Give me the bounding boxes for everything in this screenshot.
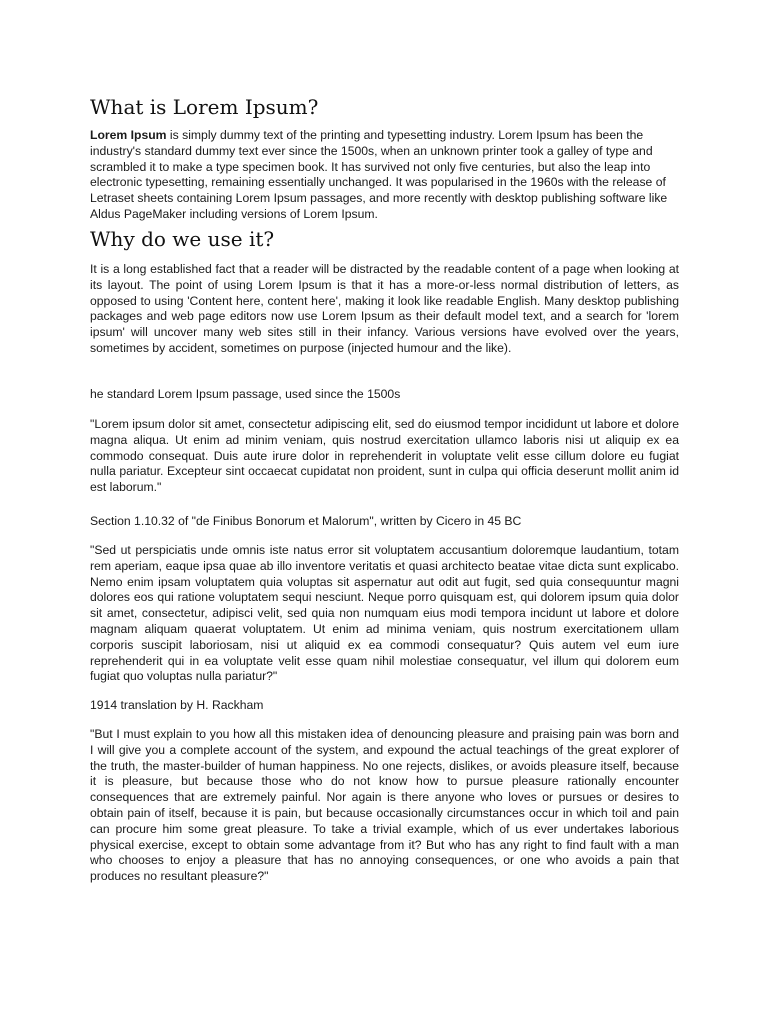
heading-why-do-we-use-it: Why do we use it? [90, 227, 275, 251]
caption-cicero-section: Section 1.10.32 of "de Finibus Bonorum et Malorum", written by Cicero in 45 BC [90, 514, 522, 528]
paragraph-standard-passage: "Lorem ipsum dolor sit amet, consectetur adipiscing elit, sed do eiusmod tempor incididunt ut labore et dolore magna aliqua. Ut enim ad minim veniam, quis nostrud exercitation ullamco laboris nisi ut aliquip ex ea commodo consequat. Duis aute irure dolor in reprehenderit in voluptate velit esse cillum dolore eu fugiat nulla pariatur. Excepteur sint occaecat cupidatat non proident, sunt in culpa qui officia deserunt mollit anim id est laborum." [90, 417, 679, 495]
bold-lead-lorem-ipsum: Lorem Ipsum [90, 128, 167, 142]
caption-rackham-translation: 1914 translation by H. Rackham [90, 698, 264, 712]
paragraph-what-is-lorem-ipsum-body: is simply dummy text of the printing and typesetting industry. Lorem Ipsum has been the industry's standard dummy text ever since the 1500s, when an unknown printer took a galley of type and scrambled it to make a type specimen book. It has survived not only five centuries, but also the leap into electronic typesetting, remaining essentially unchanged. It was popularised in the 1960s with the release of Letraset sheets containing Lorem Ipsum passages, and more recently with desktop publishing software like Aldus PageMaker including versions of Lorem Ipsum. [90, 128, 668, 221]
paragraph-rackham-translation: "But I must explain to you how all this mistaken idea of denouncing pleasure and praising pain was born and I will give you a complete account of the system, and expound the actual teachings of the great explorer of the truth, the master-builder of human happiness. No one rejects, dislikes, or avoids pleasure itself, because it is pleasure, but because those who do not know how to pursue pleasure rationally encounter consequences that are extremely painful. Nor again is there anyone who loves or pursues or desires to obtain pain of itself, because it is pain, but because occasionally circumstances occur in which toil and pain can procure him some great pleasure. To take a trivial example, which of us ever undertakes laborious physical exercise, except to obtain some advantage from it? But who has any right to find fault with a man who chooses to enjoy a pleasure that has no annoying consequences, or one who avoids a pain that produces no resultant pleasure?" [90, 727, 679, 884]
paragraph-what-is-lorem-ipsum [90, 128, 679, 223]
paragraph-cicero-section: "Sed ut perspiciatis unde omnis iste natus error sit voluptatem accusantium doloremque laudantium, totam rem aperiam, eaque ipsa quae ab illo inventore veritatis et quasi architecto beatae vitae dicta sunt explicabo. Nemo enim ipsam voluptatem quia voluptas sit aspernatur aut odit aut fugit, sed quia consequuntur magni dolores eos qui ratione voluptatem sequi nesciunt. Neque porro quisquam est, qui dolorem ipsum quia dolor sit amet, consectetur, adipisci velit, sed quia non numquam eius modi tempora incidunt ut labore et dolore magnam aliquam quaerat voluptatem. Ut enim ad minima veniam, quis nostrum exercitationem ullam corporis suscipit laboriosam, nisi ut aliquid ex ea commodi consequatur? Quis autem vel eum iure reprehenderit qui in ea voluptate velit esse quam nihil molestiae consequatur, vel illum qui dolorem eum fugiat quo voluptas nulla pariatur?" [90, 543, 679, 684]
heading-what-is-lorem-ipsum: What is Lorem Ipsum? [90, 95, 319, 119]
caption-standard-passage: he standard Lorem Ipsum passage, used since the 1500s [90, 387, 401, 401]
paragraph-why-do-we-use-it: It is a long established fact that a reader will be distracted by the readable content of a page when looking at its layout. The point of using Lorem Ipsum is that it has a more-or-less normal distribution of letters, as opposed to using 'Content here, content here', making it look like readable English. Many desktop publishing packages and web page editors now use Lorem Ipsum as their default model text, and a search for 'lorem ipsum' will uncover many web sites still in their infancy. Various versions have evolved over the years, sometimes by accident, sometimes on purpose (injected humour and the like). [90, 262, 679, 355]
